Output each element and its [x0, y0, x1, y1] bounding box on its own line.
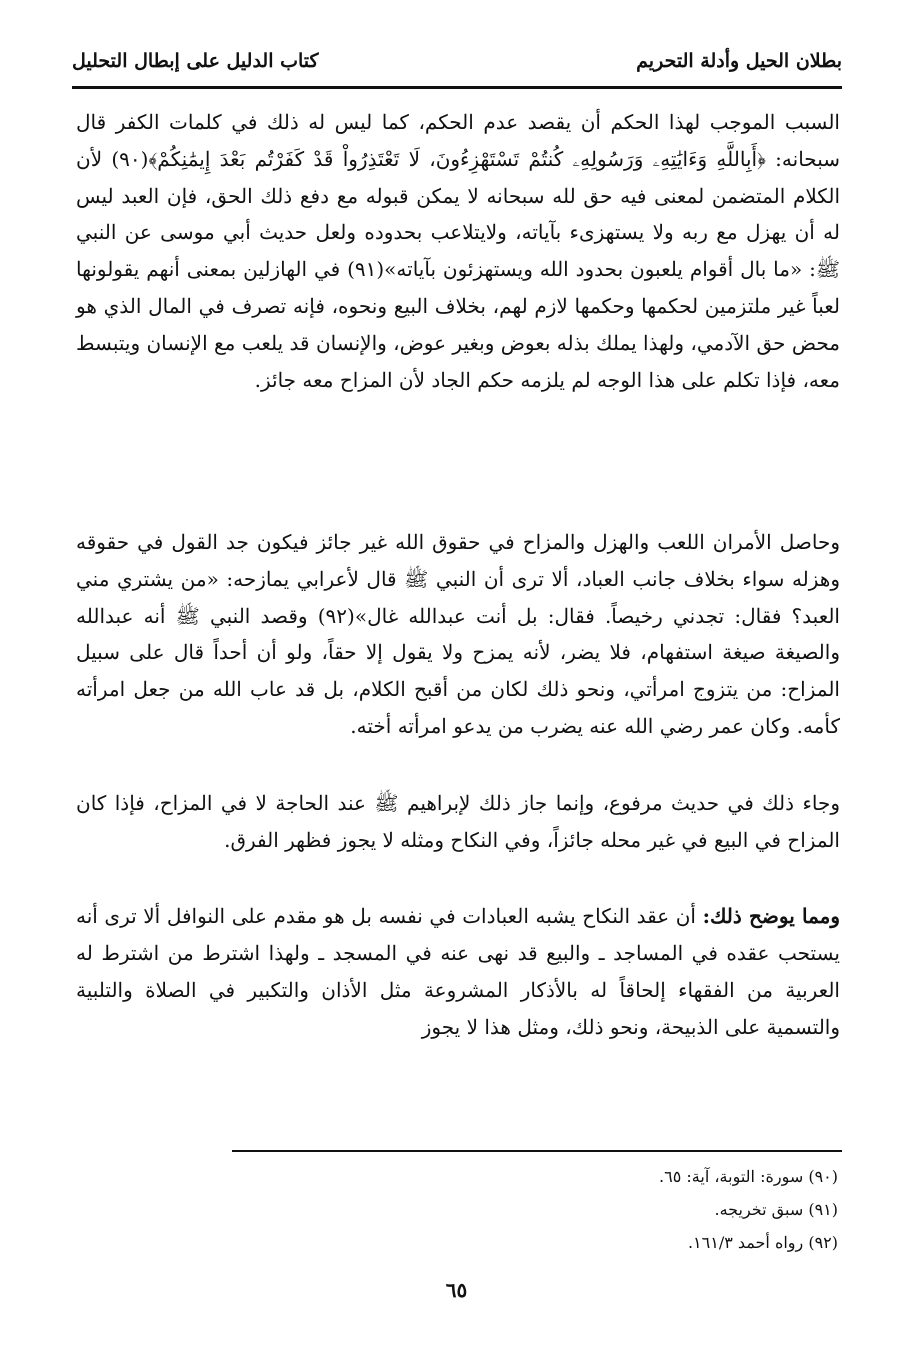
footnote-90: (٩٠) سورة: التوبة، آية: ٦٥. [659, 1167, 838, 1186]
paragraph-1: السبب الموجب لهذا الحكم أن يقصد عدم الحكم، كما ليس له ذلك في كلمات الكفر قال سبحانه: ﴿أَبِاللَّهِ وَءَايَٰتِهِۦ وَرَسُولِهِۦ كُنتُمْ تَسْتَهْزِءُونَ، لَا تَعْتَذِرُواْ قَدْ كَفَرْتُم بَعْدَ إِيمَٰنِكُمْ﴾(٩٠) لأن الكلام المتضمن لمعنى فيه حق لله سبحانه لا يمكن قبوله مع دفع ذلك الحق، فإن العبد ليس له أن يهزل مع ربه ولا يستهزىء بآياته، ولايتلاعب بحدوده ولعل حديث أبي موسى عن النبي ﷺ: «ما بال أقوام يلعبون بحدود الله ويستهزئون بآياته»(٩١) في الهازلين بمعنى أنهم يقولونها لعباً غير ملتزمين لحكمها وحكمها لازم لهم، بخلاف البيع ونحوه، فإنه تصرف في المال الذي هو محض حق الآدمي، ولهذا يملك بذله بعوض وبغير عوض، والإنسان قد يلعب مع الإنسان ويتبسط معه، فإذا تكلم على هذا الوجه لم يلزمه حكم الجاد لأن المزاح معه جائز. [76, 110, 840, 392]
footnote-91: (٩١) سبق تخريجه. [714, 1200, 838, 1219]
paragraph-4 [76, 898, 840, 1045]
paragraph-2: وحاصل الأمران اللعب والهزل والمزاح في حقوق الله غير جائز فيكون جد القول في حقوقه وهزله سواء بخلاف جانب العباد، ألا ترى أن النبي ﷺ قال لأعرابي يمازحه: «من يشتري مني العبد؟ فقال: تجدني رخيصاً. فقال: بل أنت عبدالله غال»(٩٢) وقصد النبي ﷺ أنه عبدالله والصيغة صيغة استفهام، فلا يضر، لأنه يمزح ولا يقول إلا حقاً، ولو أن أحداً قال على سبيل المزاح: من يتزوج امرأتي، ونحو ذلك لكان من أقبح الكلام، بل قد عاب الله من جعل امرأته كأمه. وكان عمر رضي الله عنه يضرب من يدعو امرأته أخته. [76, 530, 840, 738]
paragraph-4-text: أن عقد النكاح يشبه العبادات في نفسه بل هو مقدم على النوافل ألا ترى أنه يستحب عقده في المساجد ـ والبيع قد نهى عنه في المسجد ـ ولهذا اشترط من اشترط له العربية من الفقهاء إلحاقاً له بالأذكار المشروعة مثل الأذان والتكبير في الصلاة والتلبية والتسمية على الذبيحة، ونحو ذلك، ومثل هذا لا يجوز [76, 904, 840, 1039]
header-rule [72, 86, 842, 89]
footnote-rule [232, 1150, 842, 1152]
footnote-92: (٩٢) رواه أحمد ١٦١/٣. [687, 1233, 838, 1252]
body-text [76, 104, 840, 1046]
paragraph-3: وجاء ذلك في حديث مرفوع، وإنما جاز ذلك لإبراهيم ﷺ عند الحاجة لا في المزاح، فإذا كان المزاح في البيع في غير محله جائزاً، وفي النكاح ومثله لا يجوز فظهر الفرق. [76, 790, 840, 852]
paragraph-4-lead: ومما يوضح ذلك: [702, 904, 841, 929]
header-book-section-title: بطلان الحيل وأدلة التحريم [636, 50, 842, 72]
footnotes [232, 1160, 838, 1259]
page-number: ٦٥ [445, 1278, 468, 1302]
running-header [72, 44, 842, 78]
header-book-title: كتاب الدليل على إبطال التحليل [72, 50, 319, 72]
